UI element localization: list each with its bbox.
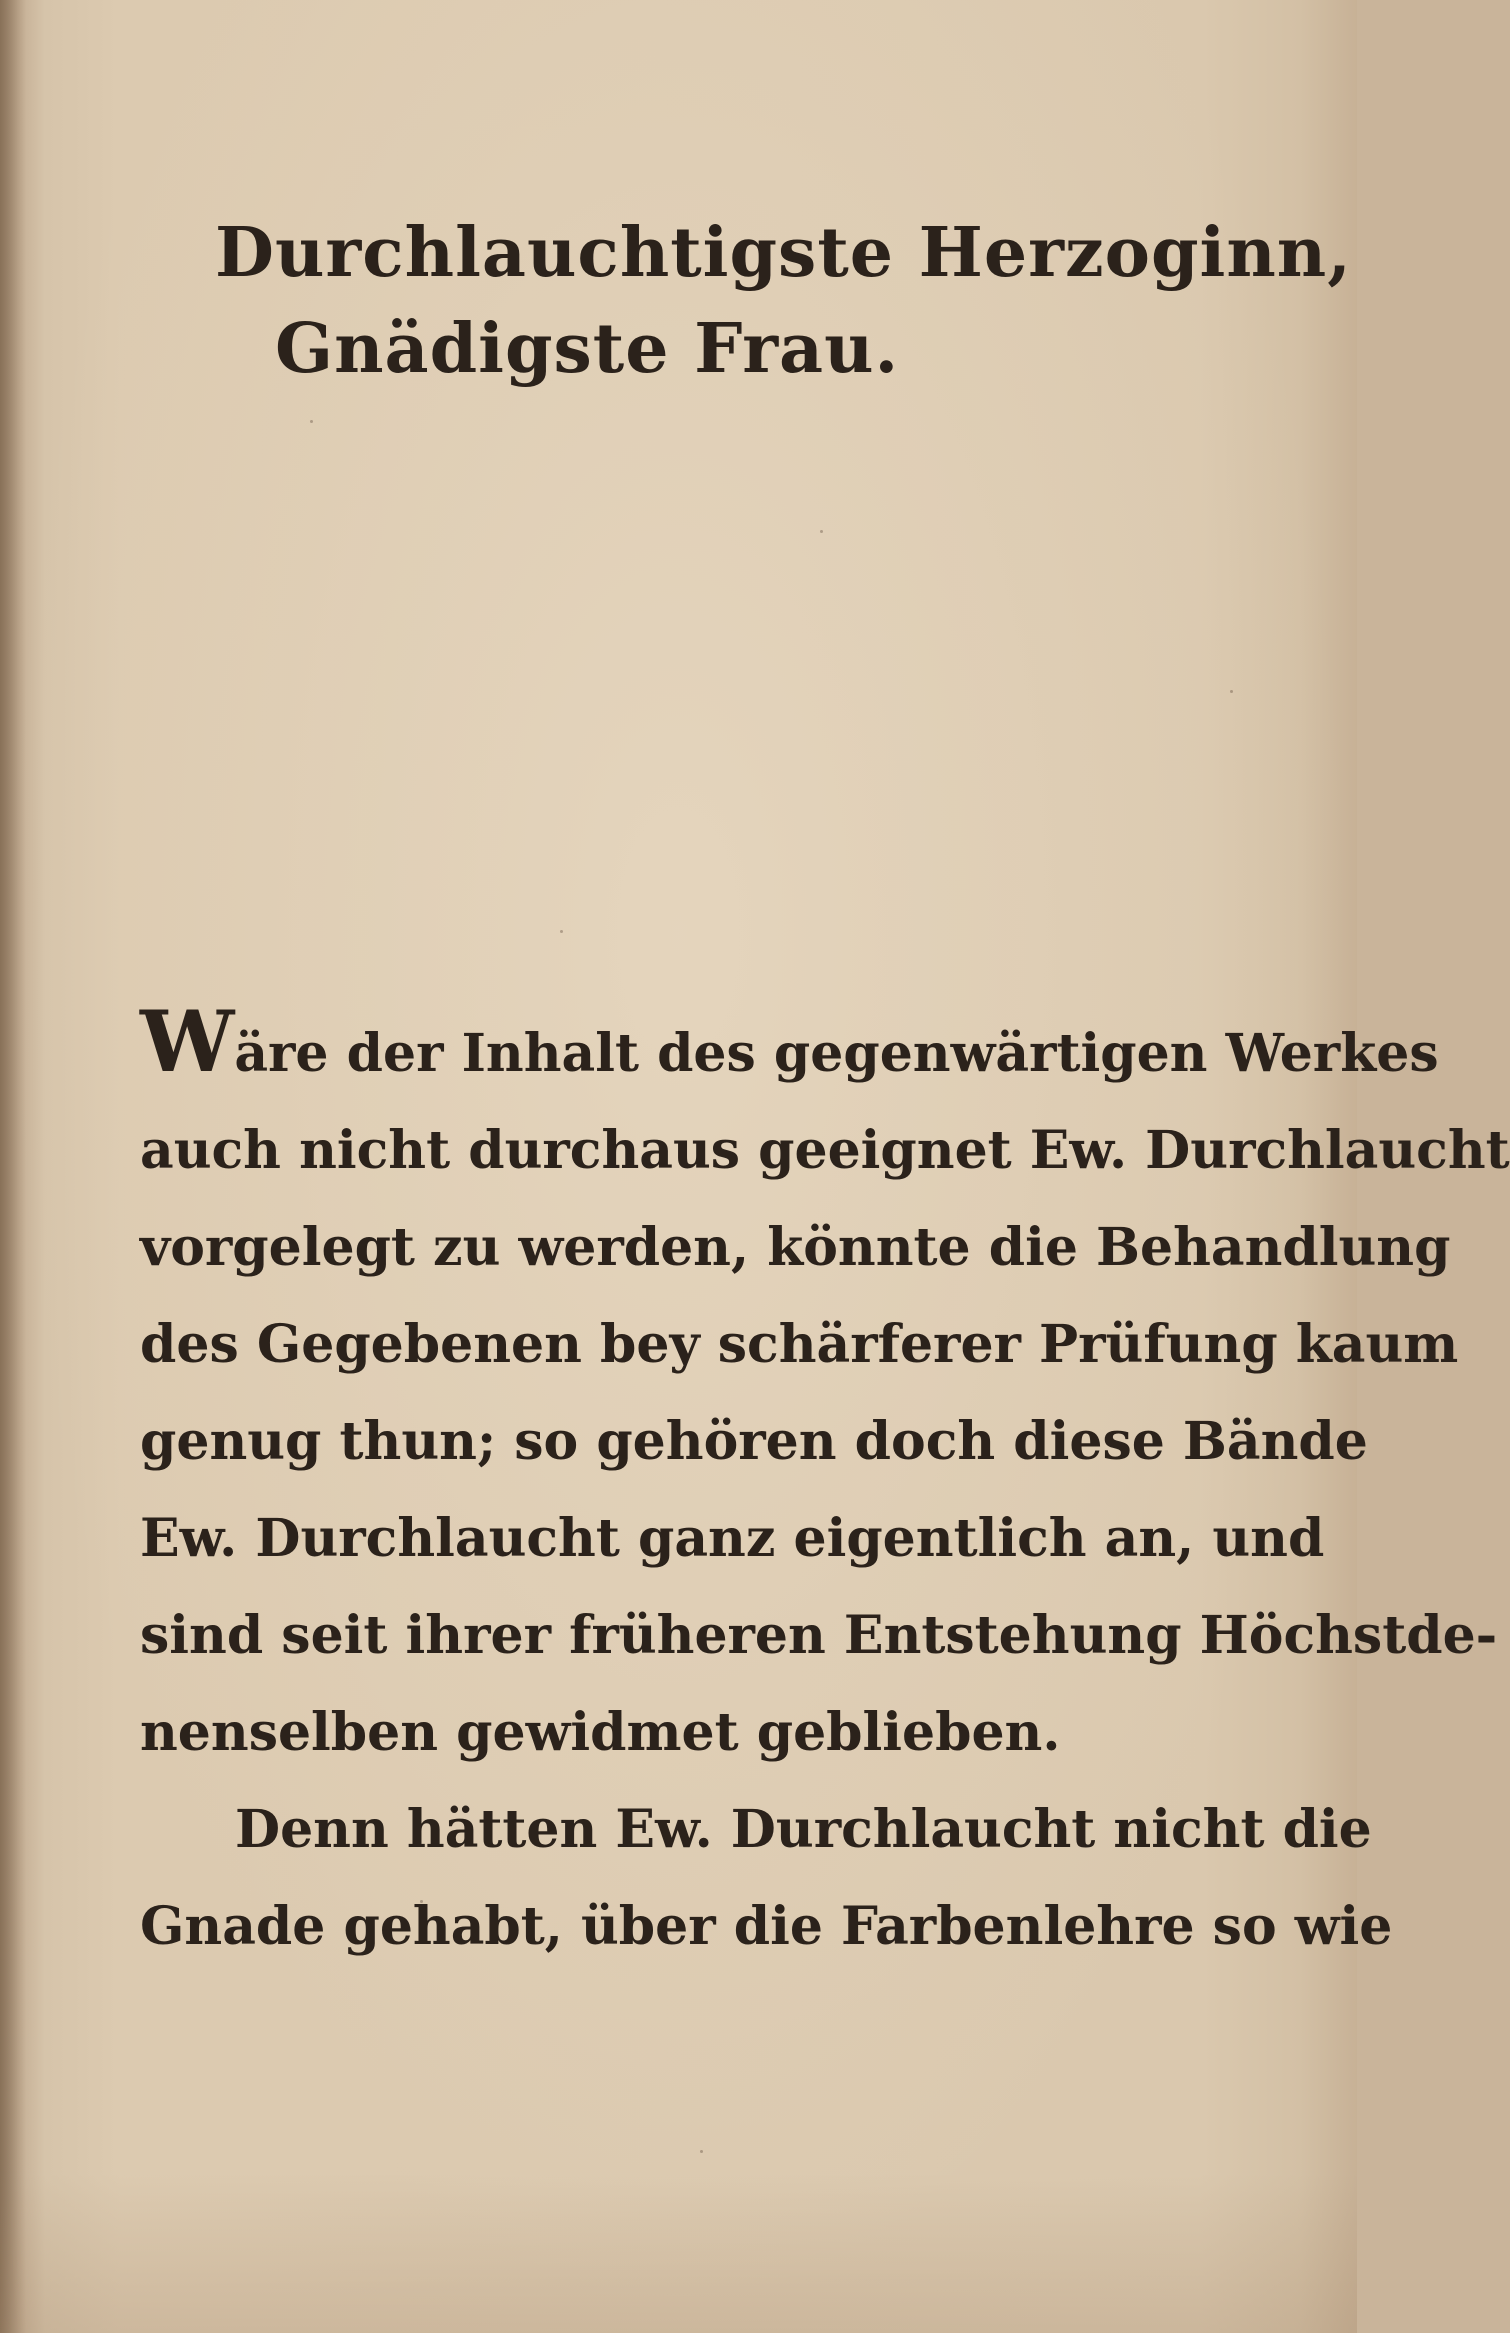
text-line: vorgelegt zu werden, könnte die Behandlung — [140, 1217, 1451, 1278]
text-line: auch nicht durchaus geeignet Ew. Durchlaucht — [140, 1120, 1510, 1181]
paper-speck — [700, 2150, 703, 2153]
text-line: sind seit ihrer früheren Entstehung Höchstde- — [140, 1605, 1498, 1666]
paper-speck — [1230, 690, 1233, 693]
text-line — [140, 992, 1439, 1102]
paper-speck — [560, 930, 563, 933]
text-line-content: äre der Inhalt des gegenwärtigen Werkes — [234, 1023, 1439, 1084]
salutation — [215, 205, 1352, 397]
text-line: nenselben gewidmet geblieben. — [140, 1702, 1061, 1763]
text-line: genug thun; so gehören doch diese Bände — [140, 1411, 1368, 1472]
body-text — [140, 992, 1510, 1975]
paragraph-2 — [140, 1781, 1393, 1975]
text-line: Ew. Durchlaucht ganz eigentlich an, und — [140, 1508, 1325, 1569]
paper-speck — [820, 530, 823, 533]
salutation-line-2: Gnädigste Frau. — [275, 309, 900, 389]
paper-speck — [310, 420, 313, 423]
paragraph-1 — [140, 992, 1510, 1781]
text-line: Gnade gehabt, über die Farbenlehre so wie — [140, 1896, 1393, 1957]
text-line: des Gegebenen bey schärferer Prüfung kaum — [140, 1314, 1459, 1375]
text-line: Denn hätten Ew. Durchlaucht nicht die — [235, 1799, 1372, 1860]
initial-letter: W — [140, 992, 235, 1091]
salutation-line-1: Durchlauchtigste Herzoginn, — [215, 213, 1352, 293]
